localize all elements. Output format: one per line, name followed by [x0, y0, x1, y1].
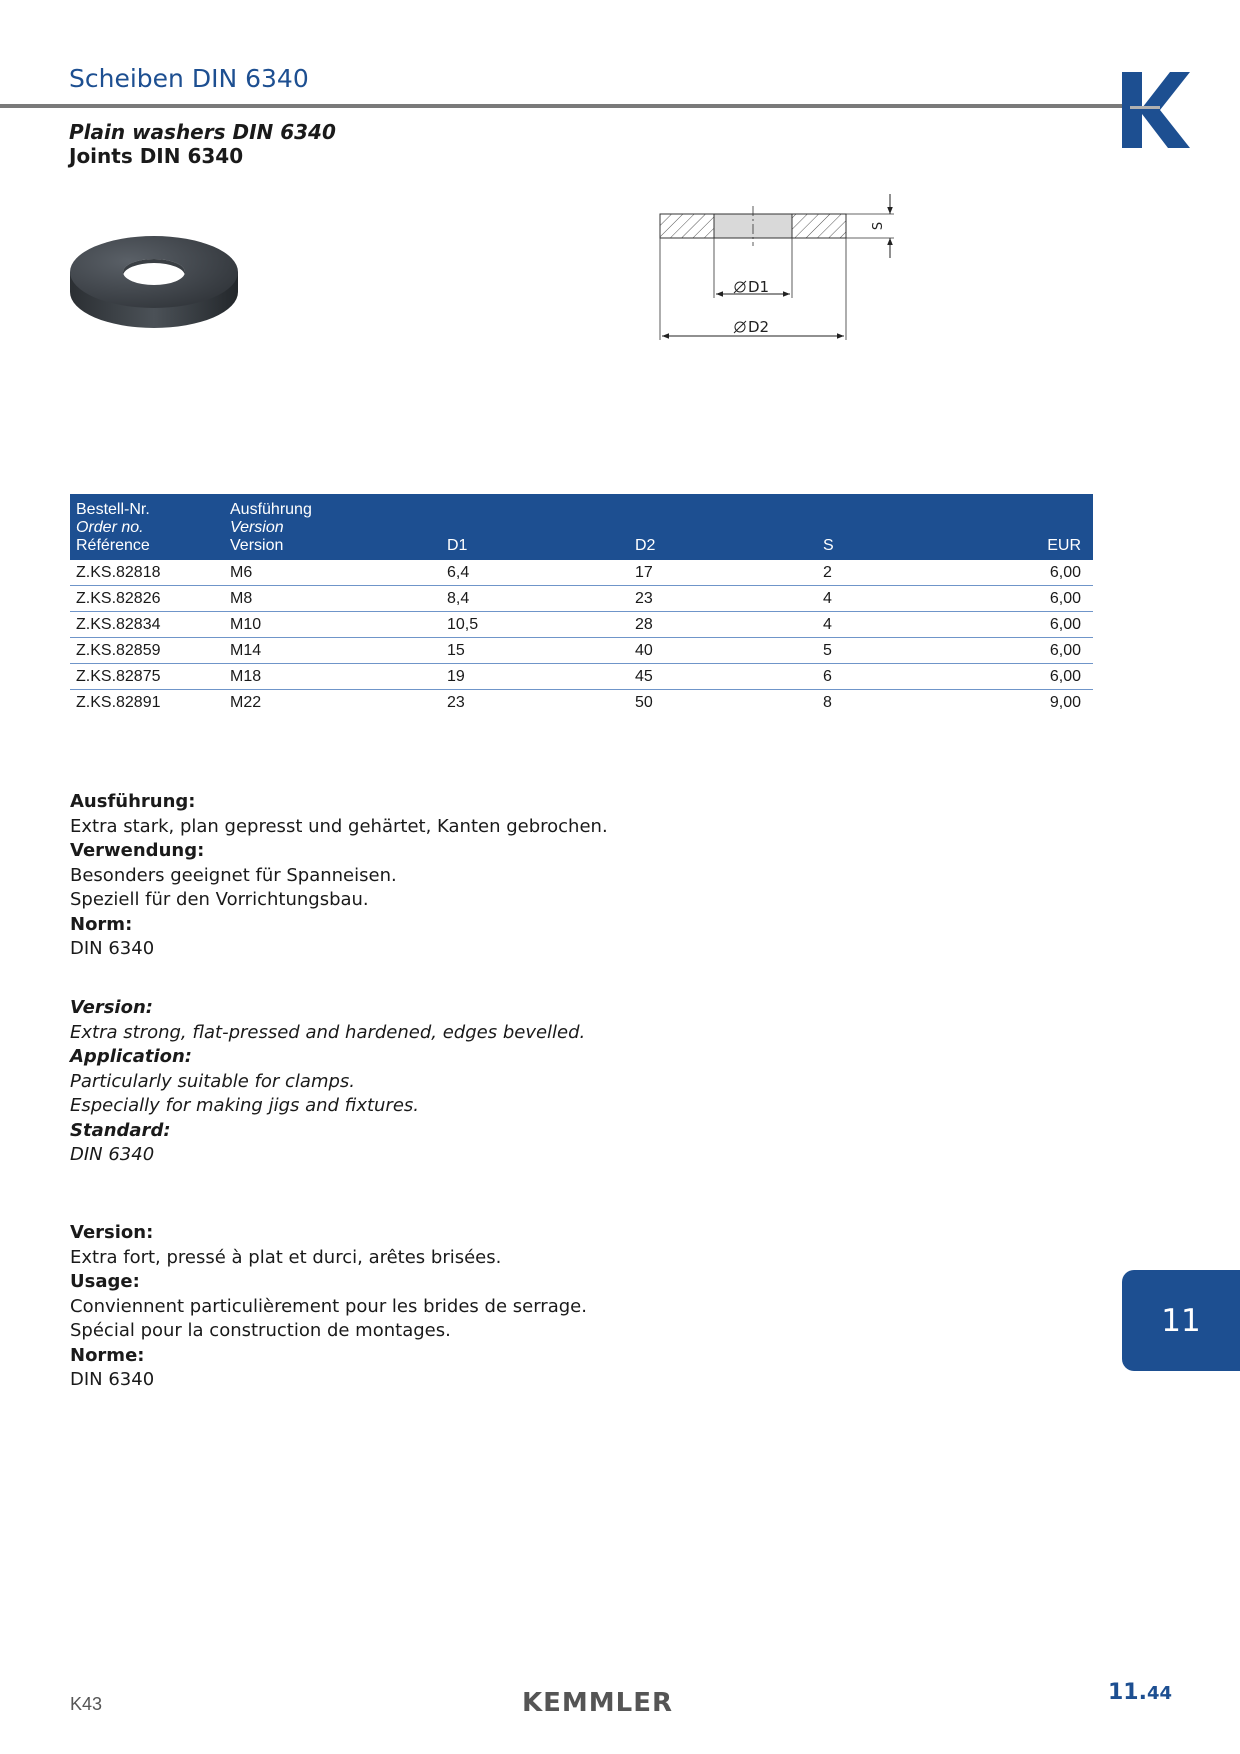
cell-d1: 10,5 [441, 612, 629, 638]
desc-en-text-application-1: Particularly suitable for clamps. [70, 1070, 356, 1092]
desc-fr-text-usage-1: Conviennent particulièrement pour les brides de serrage. [70, 1295, 587, 1317]
header-version-de: Ausführung [230, 501, 312, 518]
cell-s: 4 [817, 612, 1029, 638]
cell-version: M14 [224, 638, 441, 664]
desc-fr-heading-version: Version: [70, 1222, 154, 1243]
dim-d1-label: D1 [748, 278, 770, 296]
cell-eur: 6,00 [1029, 638, 1093, 664]
header-s: S [817, 494, 1029, 560]
price-table [70, 494, 1093, 715]
table-header-row [70, 494, 1093, 560]
cell-order: Z.KS.82834 [70, 612, 224, 638]
cell-version: M6 [224, 560, 441, 586]
desc-fr-text-usage-2: Spécial pour la construction de montages. [70, 1320, 451, 1341]
header-version-en: Version [230, 519, 284, 536]
header-order-fr: Référence [76, 537, 150, 554]
table-row [70, 560, 1093, 586]
desc-de-text-norm: DIN 6340 [70, 938, 155, 959]
chapter-tab[interactable]: 11 [1122, 1270, 1240, 1371]
header-d1: D1 [441, 494, 629, 560]
cell-eur: 9,00 [1049, 694, 1081, 711]
header-version-fr: Version [230, 537, 284, 554]
cell-order: Z.KS.82891 [76, 694, 161, 711]
cell-d1: 23 [447, 694, 465, 711]
desc-en-text-standard: DIN 6340 [70, 1144, 155, 1165]
header-eur: EUR [1029, 494, 1093, 560]
cell-eur: 6,00 [1029, 612, 1093, 638]
cell-d1: 8,4 [441, 586, 629, 612]
desc-de-heading-version: Ausführung: [70, 791, 196, 812]
page-number [1108, 1680, 1172, 1705]
cell-d1: 6,4 [441, 560, 629, 586]
desc-de-heading-norm: Norm: [70, 913, 133, 935]
header-order [70, 494, 224, 560]
kemmler-k-logo-icon [1120, 70, 1190, 150]
desc-en-text-application-2: Especially for making jigs and fixtures. [70, 1095, 420, 1116]
diameter-icon [734, 321, 746, 333]
cell-order: Z.KS.82826 [70, 586, 224, 612]
cell-d1: 19 [441, 664, 629, 690]
cell-s: 6 [817, 664, 1029, 690]
desc-en-heading-version: Version: [70, 997, 153, 1018]
table-row [70, 612, 1093, 638]
cell-s: 4 [817, 586, 1029, 612]
cell-d2: 17 [629, 560, 817, 586]
table-row [70, 690, 1093, 716]
cell-eur: 6,00 [1029, 560, 1093, 586]
desc-en-text-version: Extra strong, flat-pressed and hardened, edges bevelled. [70, 1021, 586, 1043]
cell-s: 5 [817, 638, 1029, 664]
desc-fr-text-version: Extra fort, pressé à plat et durci, arêtes brisées. [70, 1246, 502, 1268]
description-en [70, 996, 585, 1168]
footer-code: K43 [70, 1694, 103, 1714]
header-version [224, 494, 441, 560]
cell-eur: 6,00 [1029, 664, 1093, 690]
cell-s: 8 [823, 694, 832, 711]
page-title: Scheiben DIN 6340 [69, 64, 309, 93]
cell-d2: 40 [629, 638, 817, 664]
page-number-minor: 44 [1146, 1683, 1173, 1704]
subtitle-fr: Joints DIN 6340 [69, 144, 244, 168]
dim-d2-label: D2 [748, 318, 770, 336]
cell-version: M10 [224, 612, 441, 638]
description-fr [70, 1221, 587, 1393]
cell-order: Z.KS.82818 [70, 560, 224, 586]
cell-version: M18 [224, 664, 441, 690]
desc-fr-heading-usage: Usage: [70, 1271, 140, 1292]
table-row [70, 664, 1093, 690]
cell-eur: 6,00 [1029, 586, 1093, 612]
desc-en-heading-standard: Standard: [70, 1119, 171, 1141]
cell-d2: 50 [635, 694, 653, 711]
diameter-icon [734, 281, 746, 293]
cell-d2: 23 [629, 586, 817, 612]
washer-photo [66, 234, 242, 334]
desc-de-text-version: Extra stark, plan gepresst und gehärtet, Kanten gebrochen. [70, 815, 608, 837]
cell-version: M8 [224, 586, 441, 612]
dim-s-label: S [871, 221, 886, 231]
footer-brand: KEMMLER [522, 1688, 674, 1718]
cell-d1: 15 [441, 638, 629, 664]
subtitle-en: Plain washers DIN 6340 [69, 120, 336, 144]
cell-order: Z.KS.82875 [70, 664, 224, 690]
cell-version: M22 [230, 694, 262, 711]
header-rule [0, 104, 1122, 108]
desc-de-text-usage-2: Speziell für den Vorrichtungsbau. [70, 889, 369, 910]
desc-en-heading-application: Application: [70, 1046, 193, 1067]
table-row [70, 638, 1093, 664]
cell-s: 2 [817, 560, 1029, 586]
desc-fr-heading-norm: Norme: [70, 1344, 145, 1366]
header-order-en: Order no. [76, 519, 144, 536]
desc-fr-text-norm: DIN 6340 [70, 1369, 155, 1390]
page-number-major: 11. [1108, 1680, 1147, 1705]
description-de [70, 790, 608, 962]
cell-d2: 45 [629, 664, 817, 690]
table-row [70, 586, 1093, 612]
cell-d2: 28 [629, 612, 817, 638]
desc-de-text-usage-1: Besonders geeignet für Spanneisen. [70, 864, 397, 886]
header-d2: D2 [629, 494, 817, 560]
technical-drawing [650, 190, 910, 350]
header-order-de: Bestell-Nr. [76, 501, 150, 518]
cell-order: Z.KS.82859 [70, 638, 224, 664]
desc-de-heading-usage: Verwendung: [70, 840, 205, 861]
